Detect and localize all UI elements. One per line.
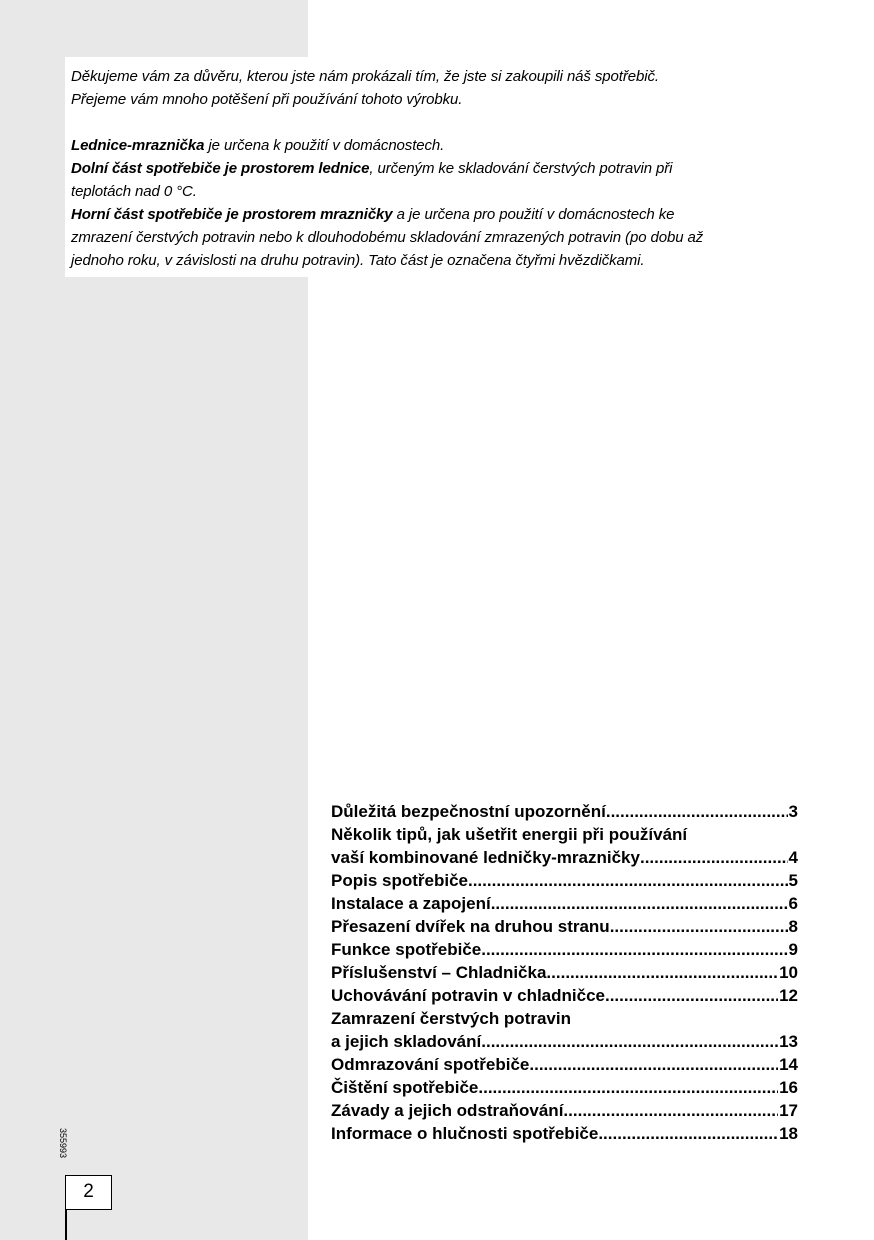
- toc-entry-freezing-line1[interactable]: Zamrazení čerstvých potravin: [331, 1009, 571, 1028]
- toc-entry-defrosting[interactable]: Odmrazování spotřebiče ..... 14: [331, 1053, 798, 1076]
- fridge-freezer-bold: Lednice-mraznička: [71, 137, 205, 154]
- document-code: 355993: [58, 1128, 68, 1159]
- toc-entry-installation[interactable]: Instalace a zapojení ..... 6: [331, 892, 798, 915]
- table-of-contents: [331, 800, 798, 1145]
- intro-paragraph-2-line1: Dolní část spotřebiče je prostorem lednice, určeným ke skladování čerstvých potravin při: [71, 160, 673, 177]
- page-number-rule: [65, 1209, 67, 1240]
- toc-entry-door-reversal[interactable]: Přesazení dvířek na druhou stranu ..... 8: [331, 915, 798, 938]
- toc-entry-noise[interactable]: Informace o hlučnosti spotřebiče ..... 18: [331, 1122, 798, 1145]
- intro-text-box: [65, 57, 808, 277]
- page-number: 2: [65, 1175, 112, 1210]
- toc-entry-accessories[interactable]: Příslušenství – Chladnička ..... 10: [331, 961, 798, 984]
- intro-paragraph-2-line2: teplotách nad 0 °C.: [71, 183, 197, 200]
- intro-paragraph-3-line1: Horní část spotřebiče je prostorem mrazničky a je určena pro použití v domácnostech ke: [71, 206, 675, 223]
- fridge-part-bold: Dolní část spotřebiče je prostorem lednice: [71, 160, 370, 177]
- toc-entry-cleaning[interactable]: Čištění spotřebiče ..... 16: [331, 1076, 798, 1099]
- intro-paragraph-1: Lednice-mraznička je určena k použití v domácnostech.: [71, 137, 445, 154]
- intro-thanks-line1: Děkujeme vám za důvěru, kterou jste nám prokázali tím, že jste si zakoupili náš spotřebič.: [71, 68, 659, 85]
- toc-entry-safety[interactable]: Důležitá bezpečnostní upozornění ..... 3: [331, 800, 798, 823]
- toc-entry-description[interactable]: Popis spotřebiče ..... 5: [331, 869, 798, 892]
- freezer-part-bold: Horní část spotřebiče je prostorem mrazničky: [71, 206, 393, 223]
- intro-paragraph-3-line2: zmrazení čerstvých potravin nebo k dlouhodobému skladování zmrazených potravin (po dobu až: [71, 229, 704, 246]
- toc-entry-energy-tips-line1[interactable]: Několik tipů, jak ušetřit energii při používání: [331, 825, 688, 844]
- toc-entry-troubleshooting[interactable]: Závady a jejich odstraňování ..... 17: [331, 1099, 798, 1122]
- toc-entry-energy-tips[interactable]: vaší kombinované ledničky-mrazničky ..... 4: [331, 846, 798, 869]
- toc-entry-freezing[interactable]: a jejich skladování ..... 13: [331, 1030, 798, 1053]
- toc-entry-functions[interactable]: Funkce spotřebiče ..... 9: [331, 938, 798, 961]
- intro-thanks-line2: Přejeme vám mnoho potěšení při používání tohoto výrobku.: [71, 91, 463, 108]
- toc-entry-food-storage[interactable]: Uchovávání potravin v chladničce ..... 12: [331, 984, 798, 1007]
- intro-paragraph-3-line3: jednoho roku, v závislosti na druhu potravin). Tato část je označena čtyřmi hvězdičkami.: [71, 252, 645, 269]
